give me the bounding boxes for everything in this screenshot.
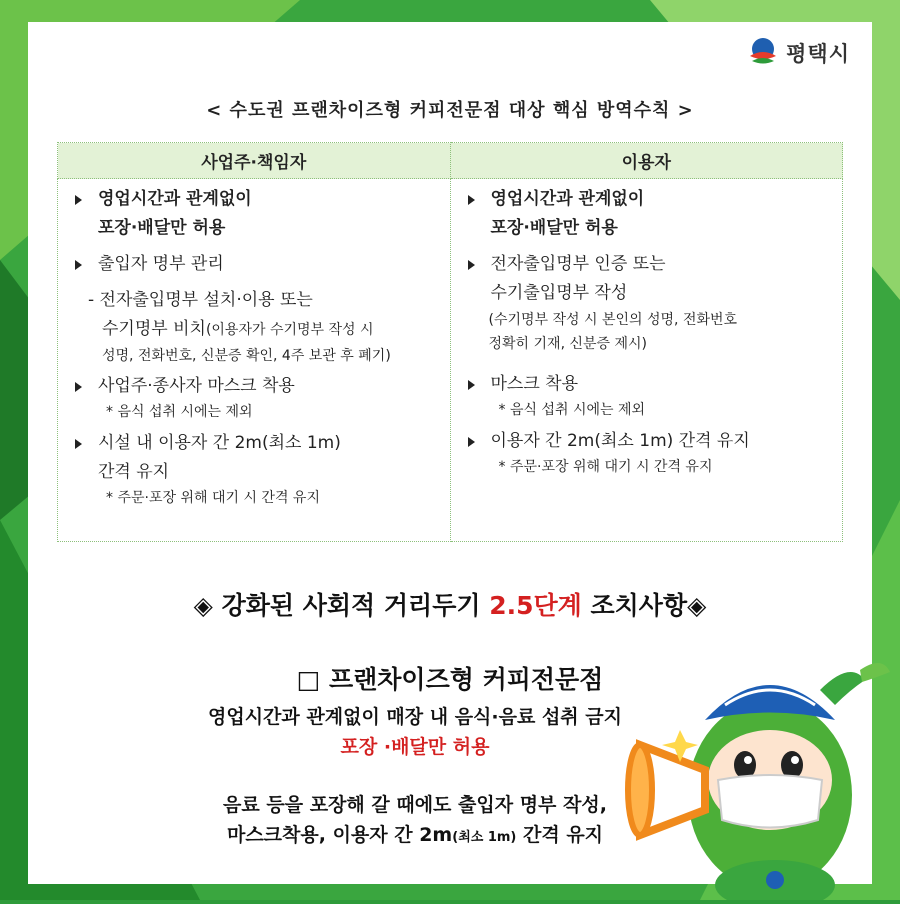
user-item-distance: 이용자 간 2m(최소 1m) 간격 유지	[451, 427, 843, 456]
rules-table	[57, 142, 843, 542]
section-title: ◈ 강화된 사회적 거리두기 2.5단계 조치사항◈	[193, 591, 707, 620]
user-column	[450, 179, 843, 542]
user-item-mask: 마스크 착용	[451, 370, 843, 399]
city-name: 평택시	[786, 42, 850, 66]
owner-item-mask: 사업주·종사자 마스크 착용	[58, 372, 450, 401]
triangle-bullet-icon	[75, 439, 82, 449]
owner-item-distance: 시설 내 이용자 간 2m(최소 1m) 간격 유지	[58, 429, 450, 487]
owner-subitem-register: - 전자출입명부 설치·이용 또는 수기명부 비치(이용자가 수기명부 작성 시 성명, 전화번호, 신분증 확인, 4주 보관 후 폐기)	[88, 290, 391, 364]
triangle-bullet-icon	[75, 260, 82, 270]
user-item-register: 전자출입명부 인증 또는 수기출입명부 작성	[451, 250, 843, 308]
franchise-line-1: 영업시간과 관계없이 매장 내 음식·음료 섭취 금지	[208, 706, 622, 728]
user-note-distance: * 주문·포장 위해 대기 시 간격 유지	[498, 459, 713, 475]
franchise-title: □ 프랜차이즈형 커피전문점	[296, 665, 604, 694]
triangle-bullet-icon	[468, 437, 475, 447]
page-heading: < 수도권 프랜차이즈형 커피전문점 대상 핵심 방역수칙 >	[206, 100, 694, 121]
user-note-register: (수기명부 작성 시 본인의 성명, 전화번호 정확히 기재, 신분증 제시)	[488, 312, 738, 352]
header-user: 이용자	[450, 143, 843, 179]
user-note-mask: * 음식 섭취 시에는 제외	[498, 402, 646, 418]
user-item-hours: 영업시간과 관계없이 포장·배달만 허용	[451, 185, 843, 243]
triangle-bullet-icon	[468, 380, 475, 390]
triangle-bullet-icon	[75, 382, 82, 392]
level-highlight: 2.5단계	[489, 591, 582, 620]
triangle-bullet-icon	[468, 260, 475, 270]
mascot-megaphone-icon	[620, 650, 900, 900]
header-owner: 사업주·책임자	[58, 143, 451, 179]
owner-note-mask: * 음식 섭취 시에는 제외	[106, 404, 253, 420]
franchise-line-3: 음료 등을 포장해 갈 때에도 출입자 명부 작성,	[223, 794, 607, 816]
owner-note-distance: * 주문·포장 위해 대기 시 간격 유지	[106, 490, 320, 506]
city-logo	[746, 34, 850, 72]
triangle-bullet-icon	[75, 195, 82, 205]
city-logo-icon	[746, 34, 780, 72]
franchise-line-2: 포장 ·배달만 허용	[340, 736, 490, 758]
owner-item-register: 출입자 명부 관리	[58, 250, 450, 279]
franchise-line-4: 마스크착용, 이용자 간 2m(최소 1m) 간격 유지	[226, 824, 604, 846]
owner-item-hours: 영업시간과 관계없이 포장·배달만 허용	[58, 185, 450, 243]
triangle-bullet-icon	[468, 195, 475, 205]
owner-column	[58, 179, 451, 542]
